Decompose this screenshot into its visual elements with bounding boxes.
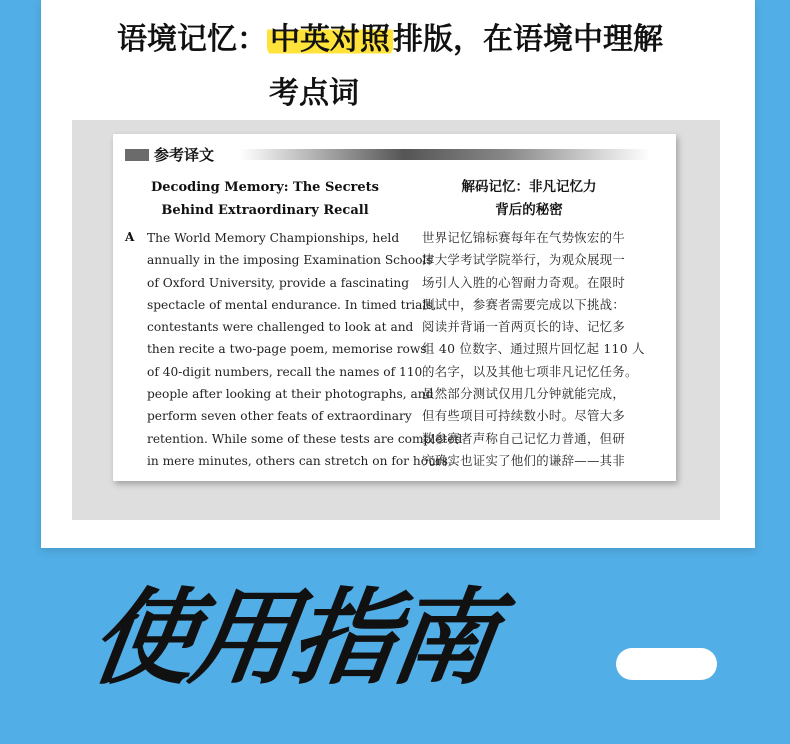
headline-line-2: 考点词 bbox=[269, 76, 359, 111]
chinese-title-line-1: 解码记忆：非凡记忆力 bbox=[461, 179, 597, 195]
chinese-line: 场引人入胜的心智耐力奇观。在限时 bbox=[422, 274, 626, 290]
english-line: spectacle of mental endurance. In timed trials, bbox=[147, 297, 437, 312]
english-line: retention. While some of these tests are completed bbox=[147, 431, 463, 446]
english-line: perform seven other feats of extraordinary bbox=[147, 409, 412, 424]
paragraph-label: A bbox=[125, 230, 135, 244]
chinese-line: 世界记忆锦标赛每年在气势恢宏的牛 bbox=[422, 230, 626, 245]
chinese-line: 但有些项目可持续数小时。尽管大多 bbox=[422, 408, 626, 424]
guide-title: 使用指南 bbox=[83, 577, 501, 699]
english-title: Decoding Memory: The Secrets Behind Extraordinary Recall bbox=[151, 180, 379, 218]
book-page-sample bbox=[113, 134, 676, 481]
headline-highlight: 中英对照 bbox=[267, 22, 393, 57]
english-line: of 40-digit numbers, recall the names of 110 bbox=[147, 364, 423, 379]
chinese-line: 组 40 位数字、通过照片回忆起 110 人 bbox=[422, 341, 645, 357]
sample-panel bbox=[72, 120, 720, 520]
english-line: people after looking at their photographs, and bbox=[147, 387, 434, 402]
english-line: in mere minutes, others can stretch on for hours. bbox=[147, 453, 452, 468]
english-line: then recite a two-page poem, memorise rows bbox=[147, 342, 427, 357]
headline-suffix: 排版，在语境中理解 bbox=[393, 22, 663, 57]
section-gradient-bar bbox=[240, 149, 650, 160]
decorative-pill bbox=[616, 648, 717, 680]
chinese-paragraph bbox=[422, 227, 660, 472]
headline-line-1 bbox=[117, 12, 663, 68]
chinese-line: 津大学考试学院举行，为观众展现一 bbox=[422, 252, 626, 268]
headline-prefix: 语境记忆： bbox=[117, 22, 267, 57]
chinese-line: 数参赛者声称自己记忆力普通，但研 bbox=[422, 430, 626, 446]
english-line: contestants were challenged to look at and bbox=[147, 320, 414, 335]
english-line: of Oxford University, provide a fascinating bbox=[147, 275, 410, 290]
feature-card bbox=[41, 0, 755, 548]
chinese-line: 阅读并背诵一首两页长的诗、记忆多 bbox=[422, 319, 626, 335]
chinese-title bbox=[413, 176, 645, 222]
section-title: 参考译文 bbox=[154, 146, 215, 164]
chinese-line: 究确实也证实了他们的谦辞——其非 bbox=[422, 452, 626, 468]
chinese-title-line-2: 背后的秘密 bbox=[495, 202, 563, 218]
english-line: The World Memory Championships, held bbox=[147, 231, 400, 245]
chinese-line: 的名字，以及其他七项非凡记忆任务。 bbox=[422, 363, 638, 379]
section-marker bbox=[125, 149, 149, 161]
section-header bbox=[125, 144, 665, 166]
chinese-line: 虽然部分测试仅用几分钟就能完成， bbox=[422, 386, 626, 402]
english-line: annually in the imposing Examination Schools bbox=[147, 253, 433, 268]
chinese-line: 测试中，参赛者需要完成以下挑战： bbox=[422, 296, 626, 312]
english-paragraph bbox=[147, 227, 463, 472]
